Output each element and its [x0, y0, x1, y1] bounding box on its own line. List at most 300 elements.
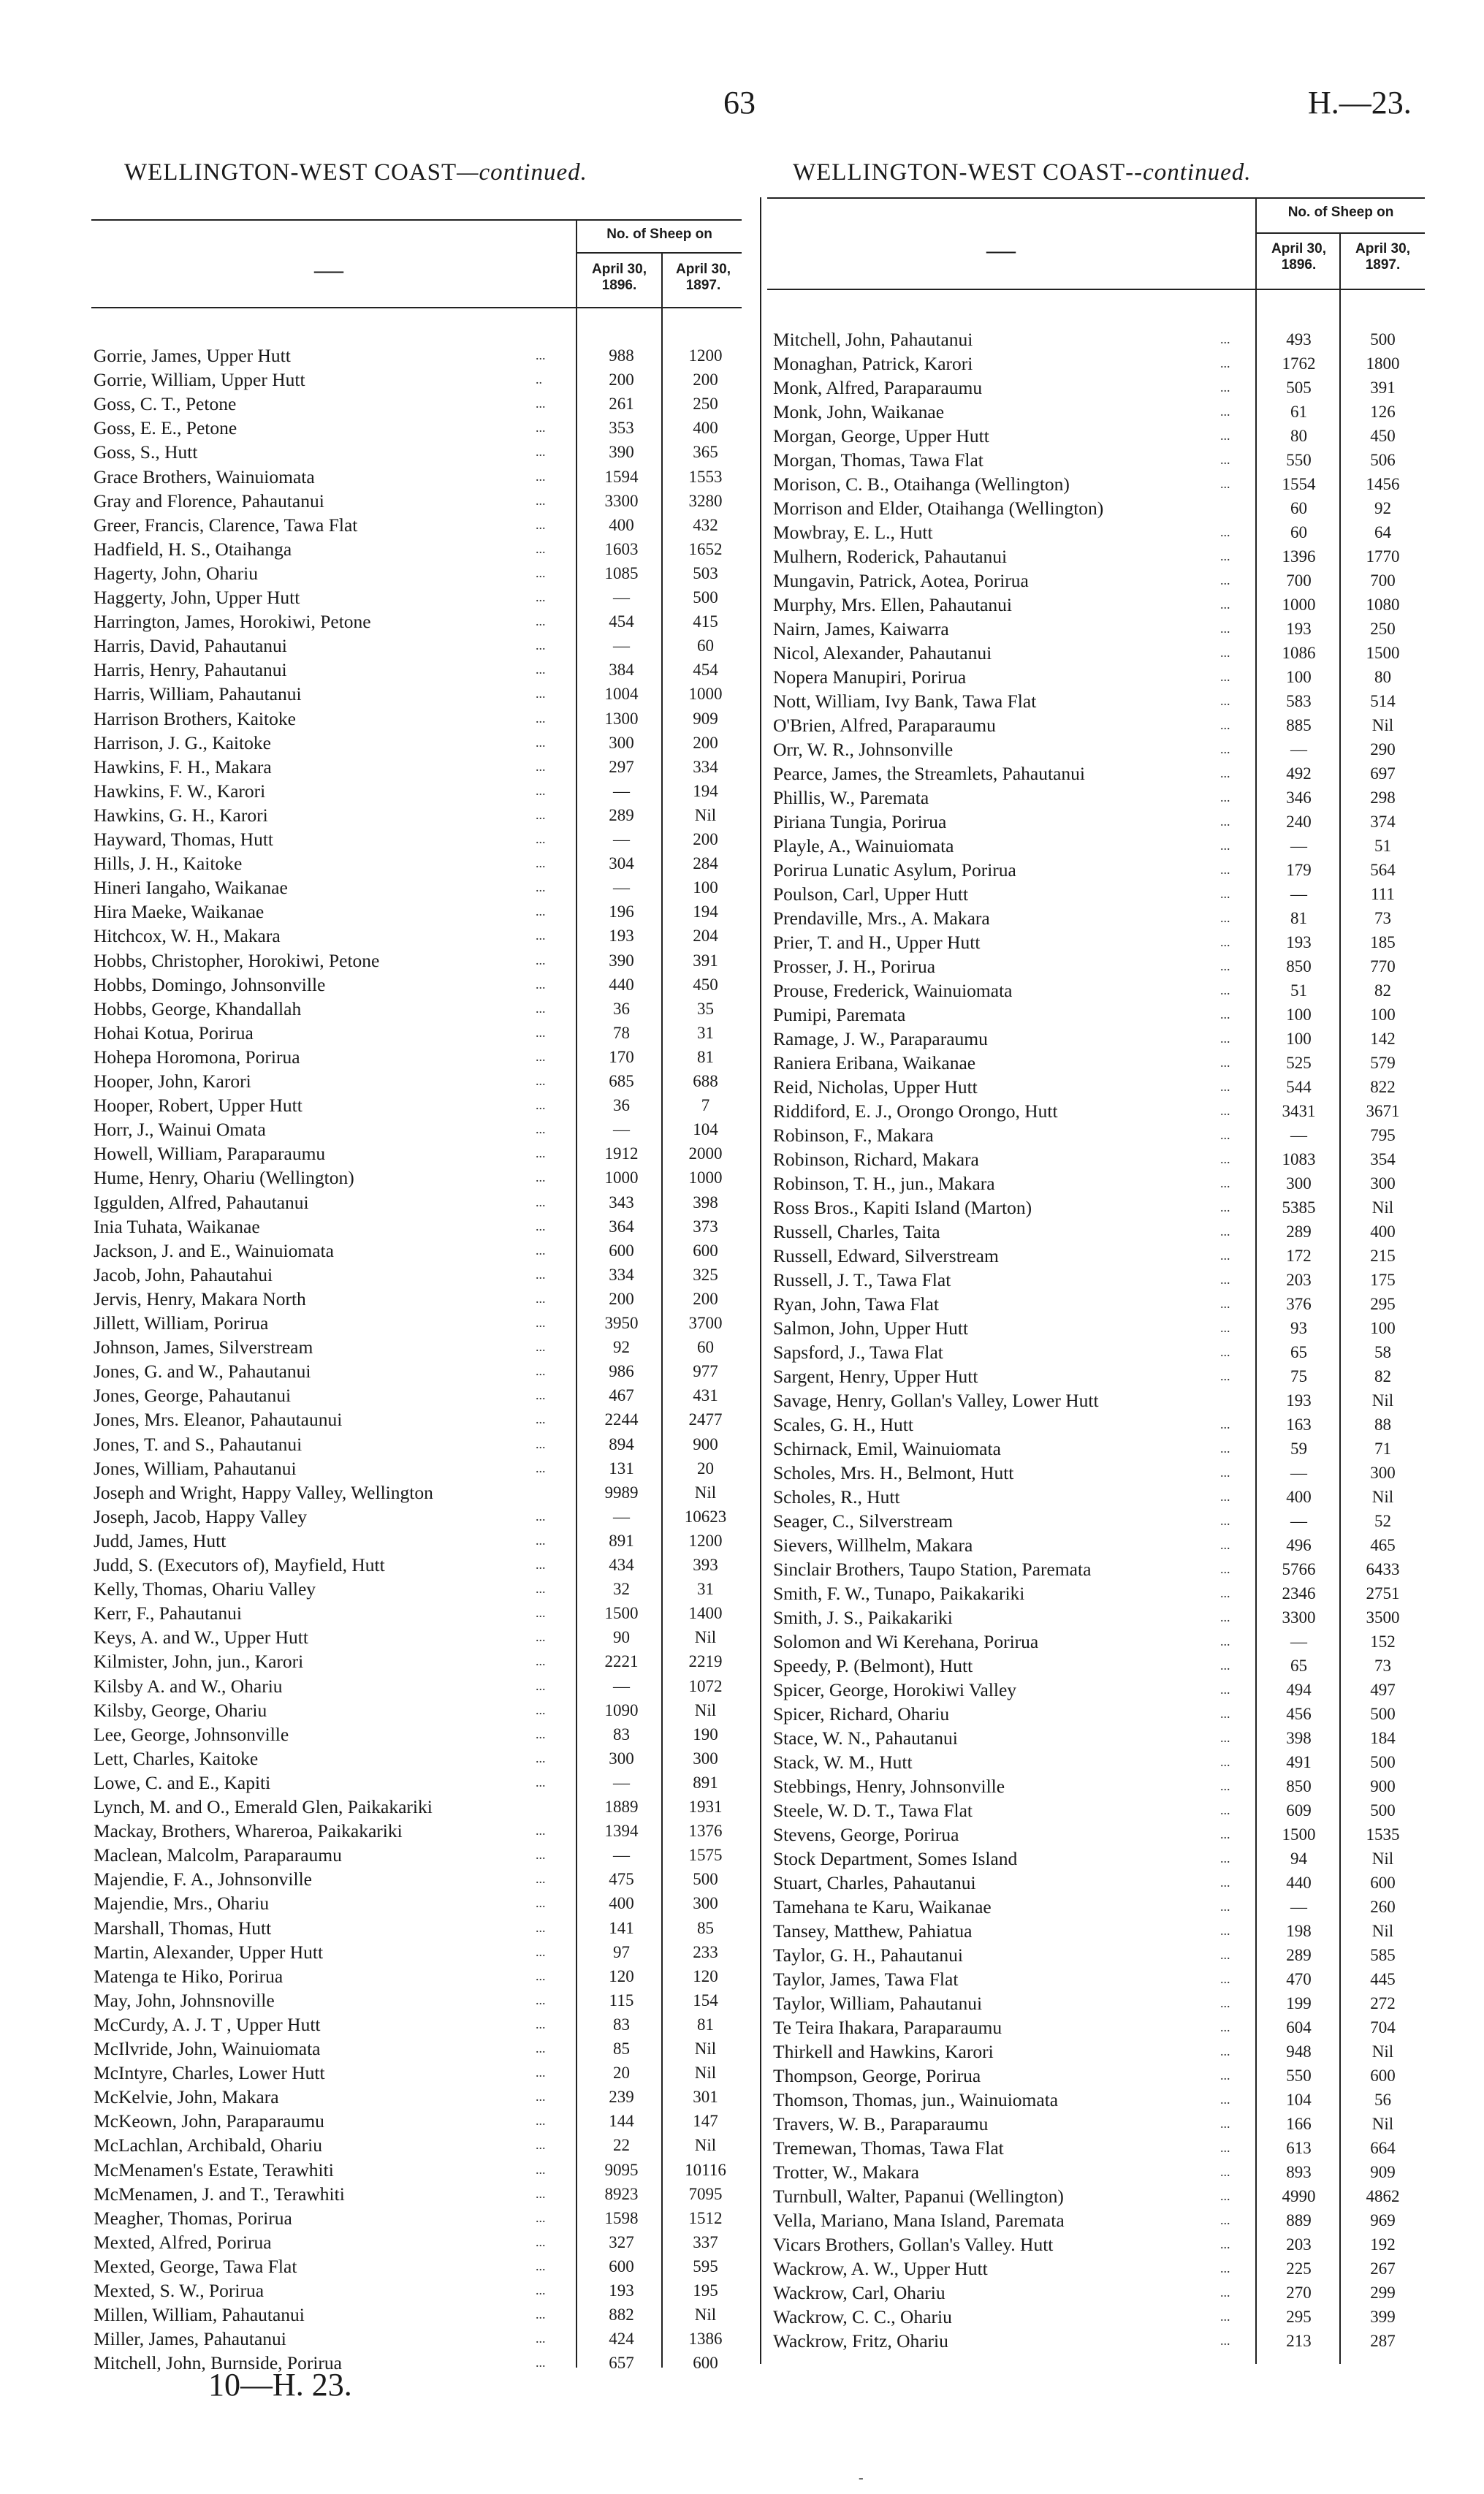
sheep-1897-cell: 891	[693, 1773, 718, 1792]
leader-dots: ...	[536, 1049, 546, 1064]
table-row	[773, 448, 1427, 472]
owner-name: Mungavin, Patrick, Aotea, Porirua	[773, 570, 1029, 591]
sheep-1897-cell: Nil	[694, 805, 717, 824]
sheep-1896-cell: 494	[1286, 1681, 1312, 1699]
leader-dots: ...	[536, 880, 546, 895]
sheep-1896-cell: 440	[1286, 1874, 1312, 1892]
sheep-1897-cell: 7095	[688, 2184, 723, 2203]
sheep-1897-cell: 795	[1370, 1126, 1396, 1144]
owner-name: Joseph and Wright, Happy Valley, Wellington	[94, 1481, 433, 1503]
table-row	[94, 1480, 744, 1505]
sheep-1896-cell: 346	[1286, 788, 1312, 807]
table-row	[94, 900, 744, 924]
sheep-1897-cell: 85	[697, 1918, 714, 1937]
sheep-1896-cell: 100	[1286, 1005, 1312, 1024]
sheep-1897-cell: 80	[1374, 668, 1391, 686]
sheep-1897-cell: 175	[1370, 1271, 1396, 1289]
sheep-1896-cell: 213	[1286, 2332, 1312, 2350]
table-row	[773, 1388, 1427, 1413]
sheep-1896-cell: 115	[609, 1991, 634, 2010]
sheep-1897-cell: 190	[693, 1725, 718, 1744]
sheep-1897-cell: 415	[693, 612, 718, 631]
sheep-1897-cell: 126	[1370, 403, 1396, 421]
table-row	[94, 1940, 744, 1964]
owner-name: Nopera Manupiri, Porirua	[773, 666, 967, 688]
table-row	[773, 1581, 1427, 1605]
sheep-1897-cell: 822	[1370, 1078, 1396, 1096]
leader-dots: ...	[536, 1823, 546, 1839]
leader-dots: ...	[536, 2113, 546, 2129]
sheep-1896-cell: 492	[1286, 764, 1312, 783]
leader-dots: ...	[1220, 1875, 1230, 1890]
sheep-1896-cell: 1500	[1282, 1825, 1316, 1844]
leader-dots: ...	[1220, 1369, 1230, 1383]
sheep-1897-cell: 700	[1370, 571, 1396, 590]
leader-dots: ...	[1220, 1537, 1230, 1552]
table-row	[773, 1509, 1427, 1533]
leader-dots: ...	[1220, 1682, 1230, 1697]
sheep-1896-cell: 289	[609, 805, 634, 824]
sheep-1897-cell: 204	[693, 927, 718, 946]
sheep-1897-cell: Nil	[1371, 1922, 1394, 1940]
sheep-1896-cell: 200	[609, 1289, 634, 1308]
owner-name: Johnson, James, Silverstream	[94, 1337, 313, 1358]
owner-name: Kerr, F., Pahautanui	[94, 1603, 243, 1624]
sheep-1896-cell: 179	[1286, 861, 1312, 879]
sheep-1897-cell: 432	[693, 515, 718, 534]
sheep-1896-cell: 505	[1286, 379, 1312, 397]
owner-name: Maclean, Malcolm, Paraparaumu	[94, 1844, 342, 1866]
page-number: 63	[723, 85, 756, 121]
leader-dots: ...	[1220, 1176, 1230, 1190]
owner-name: Stebbings, Henry, Johnsonville	[773, 1776, 1005, 1797]
owner-name: Spicer, George, Horokiwi Valley	[773, 1679, 1017, 1700]
owner-name: Stack, W. M., Hutt	[773, 1752, 913, 1773]
leader-dots: ...	[536, 1024, 546, 1040]
leader-dots: ...	[1220, 886, 1230, 901]
sheep-1897-cell: 1080	[1366, 596, 1400, 614]
table-row	[94, 537, 744, 561]
sheep-1896-cell: 22	[613, 2136, 630, 2155]
owner-name: Piriana Tungia, Porirua	[773, 811, 947, 832]
table-row	[94, 513, 744, 537]
leader-dots: ...	[536, 2283, 546, 2297]
sheep-1896-cell: 199	[1286, 1994, 1312, 2012]
owner-name: Harrison, J. G., Kaitoke	[94, 731, 271, 753]
sheep-1897-cell: Nil	[694, 1700, 717, 1719]
sheep-1896-cell: 5385	[1282, 1198, 1316, 1217]
owner-name: Tremewan, Thomas, Tawa Flat	[773, 2137, 1004, 2159]
owner-name: Monaghan, Patrick, Karori	[773, 353, 973, 374]
owner-name: Riddiford, E. J., Orongo Orongo, Hutt	[773, 1100, 1058, 1122]
sheep-1896-cell: 20	[613, 2064, 630, 2083]
table-row	[773, 713, 1427, 737]
table-row	[94, 585, 744, 609]
leader-dots: ...	[1220, 1851, 1230, 1866]
sheep-1896-cell: 496	[1286, 1536, 1312, 1554]
leader-dots: ...	[536, 2234, 546, 2249]
leader-dots: ...	[1220, 1272, 1230, 1287]
table-row	[94, 1964, 744, 1988]
sheep-1896-cell: 2221	[604, 1652, 639, 1671]
leader-dots: ...	[536, 1847, 546, 1863]
sheep-1896-cell: 1090	[604, 1700, 639, 1719]
sheep-1897-cell: 503	[693, 563, 718, 582]
sheep-1896-cell: 434	[609, 1556, 634, 1574]
leader-dots: ...	[536, 1122, 546, 1137]
table-row	[773, 1437, 1427, 1461]
owner-name: Prosser, J. H., Porirua	[773, 956, 936, 977]
table-row	[94, 634, 744, 658]
owner-name: Hadfield, H. S., Otaihanga	[94, 538, 292, 560]
leader-dots: ...	[536, 2041, 546, 2056]
table-row	[94, 1093, 744, 1117]
table-row	[773, 1774, 1427, 1798]
leader-dots: ...	[1220, 718, 1230, 732]
sheep-1897-cell: Nil	[1371, 2115, 1394, 2133]
owner-name: Hohai Kotua, Porirua	[94, 1022, 254, 1043]
leader-dots: ...	[536, 2331, 546, 2346]
leader-dots: ..	[536, 372, 542, 387]
sheep-1896-cell: —	[613, 830, 630, 848]
owner-name: Morrison and Elder, Otaihanga (Wellington)	[773, 498, 1104, 519]
sheep-1897-cell: 600	[1370, 2067, 1396, 2085]
leader-dots: ...	[1220, 669, 1230, 684]
leader-dots: ...	[1220, 1586, 1230, 1600]
leader-dots: ...	[536, 976, 546, 992]
sheep-1896-cell: 120	[609, 1966, 634, 1985]
owner-name: Mexted, George, Tawa Flat	[94, 2255, 297, 2277]
sheep-1897-cell: 10623	[684, 1507, 727, 1526]
leader-dots: ...	[536, 1605, 546, 1621]
owner-name: Savage, Henry, Gollan's Valley, Lower Hutt	[773, 1390, 1099, 1411]
owner-name: Judd, James, Hutt	[94, 1529, 227, 1551]
leader-dots: ...	[1220, 1248, 1230, 1263]
owner-name: Harrington, James, Horokiwi, Petone	[94, 611, 371, 633]
table-row	[94, 1263, 744, 1287]
sheep-1896-cell: 1004	[604, 685, 639, 704]
owner-name: Smith, F. W., Tunapo, Paikakariki	[773, 1583, 1025, 1604]
right-col2-line1: April 30,	[1355, 241, 1410, 256]
sheep-1896-cell: 600	[609, 2257, 634, 2276]
owner-name: Robinson, Richard, Makara	[773, 1149, 979, 1170]
sheep-1897-cell: 184	[1370, 1729, 1396, 1747]
owner-name: Smith, J. S., Paikakariki	[773, 1607, 953, 1628]
sheep-1896-cell: —	[1290, 1512, 1307, 1530]
sheep-1897-cell: 704	[1370, 2018, 1396, 2037]
sheep-1897-cell: 334	[693, 757, 718, 776]
sheep-1897-cell: 200	[693, 830, 718, 848]
left-col-1896-header	[577, 262, 661, 294]
sheep-1897-cell: 267	[1370, 2259, 1396, 2278]
sheep-1897-cell: 1200	[688, 1531, 723, 1550]
table-row	[773, 1244, 1427, 1268]
owner-name: Vicars Brothers, Gollan's Valley. Hutt	[773, 2234, 1054, 2255]
leader-dots: ...	[536, 1000, 546, 1016]
sheep-1897-cell: 3500	[1366, 1608, 1400, 1627]
leader-dots: ...	[536, 1992, 546, 2007]
sheep-1896-cell: 225	[1286, 2259, 1312, 2278]
table-row	[773, 978, 1427, 1003]
sheep-1896-cell: —	[613, 588, 630, 607]
table-row	[773, 1702, 1427, 1726]
sheep-1897-cell: 595	[693, 2257, 718, 2276]
owner-name: Schirnack, Emil, Wainuiomata	[773, 1438, 1001, 1459]
sheep-1897-cell: 31	[697, 1023, 714, 1042]
sheep-1897-cell: 977	[693, 1362, 718, 1381]
owner-name: Hawkins, F. H., Makara	[94, 756, 272, 778]
owner-name: Mexted, Alfred, Porirua	[94, 2231, 272, 2253]
sheep-1896-cell: 83	[613, 2015, 630, 2034]
owner-name: Goss, S., Hutt	[94, 441, 198, 463]
leader-dots: ...	[536, 928, 546, 943]
leader-dots: ...	[1220, 2020, 1230, 2034]
sheep-1896-cell: 657	[609, 2354, 634, 2373]
sheep-1896-cell: 9095	[604, 2160, 639, 2179]
owner-name: Jones, T. and S., Pahautanui	[94, 1433, 302, 1455]
left-title-continued: —continued.	[457, 159, 587, 186]
leader-dots: ...	[536, 1532, 546, 1548]
sheep-1896-cell: —	[1290, 1632, 1307, 1651]
owner-name: Morgan, Thomas, Tawa Flat	[773, 449, 983, 471]
leader-dots: ...	[1220, 1441, 1230, 1456]
left-col1-line1: April 30,	[592, 262, 647, 277]
table-row	[773, 520, 1427, 544]
sheep-1896-cell: 36	[613, 1096, 630, 1115]
sheep-1896-cell: 3950	[604, 1314, 639, 1332]
leader-dots: ...	[1220, 1754, 1230, 1769]
owner-name: Majendie, F. A., Johnsonville	[94, 1868, 312, 1890]
table-row	[773, 2329, 1427, 2353]
sheep-1897-cell: 250	[1370, 620, 1396, 638]
table-row	[773, 2015, 1427, 2039]
owner-name: Stace, W. N., Pahautanui	[773, 1727, 958, 1749]
sheep-1896-cell: 240	[1286, 813, 1312, 831]
leader-dots: ...	[536, 1678, 546, 1693]
right-name-column-header: —	[986, 233, 1016, 266]
sheep-1896-cell: 203	[1286, 1271, 1312, 1289]
owner-name: McKelvie, John, Makara	[94, 2086, 279, 2108]
sheep-1896-cell: 100	[1286, 1030, 1312, 1048]
sheep-1897-cell: 147	[693, 2112, 718, 2131]
table-row	[94, 1432, 744, 1456]
leader-dots: ...	[1220, 2333, 1230, 2348]
sheep-1896-cell: 163	[1286, 1415, 1312, 1434]
table-row	[94, 2037, 744, 2061]
table-row	[94, 1239, 744, 1263]
sheep-1896-cell: 1912	[604, 1144, 639, 1163]
owner-name: Ross Bros., Kapiti Island (Marton)	[773, 1197, 1032, 1218]
owner-name: Speedy, P. (Belmont), Hutt	[773, 1655, 973, 1676]
leader-dots: ...	[536, 517, 546, 532]
owner-name: Nicol, Alexander, Pahautanui	[773, 642, 992, 664]
sheep-1897-cell: 56	[1374, 2091, 1391, 2109]
owner-name: Grace Brothers, Wainuiomata	[94, 465, 315, 487]
owner-name: Mulhern, Roderick, Pahautanui	[773, 546, 1008, 567]
table-row	[94, 1988, 744, 2012]
leader-dots: ...	[1220, 1320, 1230, 1335]
leader-dots: ...	[536, 662, 546, 677]
sheep-1897-cell: 3700	[688, 1314, 723, 1332]
sheep-1897-cell: 4862	[1366, 2187, 1400, 2205]
sheep-1897-cell: 82	[1374, 981, 1391, 1000]
table-row	[773, 1485, 1427, 1509]
sheep-1896-cell: 467	[609, 1386, 634, 1405]
owner-name: Jackson, J. and E., Wainuiomata	[94, 1239, 334, 1261]
leader-dots: ...	[1220, 1658, 1230, 1673]
table-row	[94, 609, 744, 634]
owner-name: Scales, G. H., Hutt	[773, 1414, 913, 1435]
table-row	[773, 2232, 1427, 2257]
left-title-main: WELLINGTON-WEST COAST	[124, 159, 457, 186]
leader-dots: ...	[536, 590, 546, 604]
sheep-1897-cell: 600	[1370, 1874, 1396, 1892]
table-row	[773, 544, 1427, 569]
sheep-1897-cell: Nil	[1371, 1488, 1394, 1506]
table-row	[773, 1075, 1427, 1099]
page-center-divider	[760, 197, 761, 2364]
sheep-1897-cell: 500	[1370, 1753, 1396, 1771]
leader-dots: ...	[1220, 1899, 1230, 1914]
leader-dots: ...	[1220, 1947, 1230, 1962]
leader-dots: ...	[1220, 476, 1230, 491]
leader-dots: ...	[1220, 2261, 1230, 2276]
leader-dots: ...	[1220, 356, 1230, 370]
sheep-1897-cell: 585	[1370, 1946, 1396, 1964]
owner-name: Keys, A. and W., Upper Hutt	[94, 1627, 308, 1649]
owner-name: Russell, J. T., Tawa Flat	[773, 1269, 951, 1290]
table-row	[773, 1967, 1427, 1991]
table-row	[773, 737, 1427, 761]
leader-dots: ...	[536, 1339, 546, 1355]
sheep-1896-cell: 1000	[604, 1168, 639, 1187]
sheep-1897-cell: Nil	[694, 2305, 717, 2324]
sheep-1896-cell: —	[613, 636, 630, 655]
owner-name: McIlvride, John, Wainuiomata	[94, 2038, 321, 2059]
leader-dots: ...	[536, 759, 546, 774]
sheep-1896-cell: 51	[1290, 981, 1307, 1000]
sheep-1897-cell: 2000	[688, 1144, 723, 1163]
leader-dots: ...	[1220, 862, 1230, 877]
sheep-1896-cell: 400	[609, 515, 634, 534]
table-row	[94, 1553, 744, 1577]
table-row	[773, 1123, 1427, 1147]
owner-name: Hooper, Robert, Upper Hutt	[94, 1095, 302, 1117]
table-row	[94, 1674, 744, 1698]
leader-dots: ...	[1220, 1923, 1230, 1938]
sheep-1897-cell: 365	[693, 443, 718, 462]
sheep-1897-cell: 92	[1374, 499, 1391, 517]
owner-name: Hagerty, John, Ohariu	[94, 562, 258, 584]
sheep-1896-cell: 550	[1286, 451, 1312, 469]
leader-dots: ...	[1220, 1152, 1230, 1166]
sheep-1897-cell: 1512	[688, 2208, 723, 2227]
owner-name: Taylor, William, Pahautanui	[773, 1993, 983, 2014]
owner-name: Howell, William, Paraparaumu	[94, 1143, 326, 1165]
leader-dots: ...	[536, 1630, 546, 1645]
owner-name: Kilsby A. and W., Ohariu	[94, 1675, 283, 1697]
left-col-1897-header	[661, 262, 745, 294]
leader-dots: ...	[1220, 1055, 1230, 1070]
sheep-1897-cell: 374	[1370, 813, 1396, 831]
owner-name: Morgan, George, Upper Hutt	[773, 425, 989, 446]
left-col2-line2: 1897.	[685, 278, 721, 293]
sheep-1896-cell: 300	[609, 1749, 634, 1768]
owner-name: Tamehana te Karu, Waikanae	[773, 1896, 992, 1917]
sheep-1896-cell: 891	[609, 1531, 634, 1550]
sheep-1896-cell: 400	[609, 1894, 634, 1913]
sheep-1897-cell: 1575	[688, 1846, 723, 1865]
owner-name: Sapsford, J., Tawa Flat	[773, 1342, 943, 1363]
table-row	[94, 2158, 744, 2182]
table-row	[773, 2257, 1427, 2281]
owner-name: Gorrie, William, Upper Hutt	[94, 369, 305, 391]
sheep-1897-cell: 1931	[688, 1798, 723, 1816]
owner-name: Playle, A., Wainuiomata	[773, 835, 954, 856]
sheep-1896-cell: 988	[609, 346, 634, 365]
owner-name: McMenamen, J. and T., Terawhiti	[94, 2183, 345, 2205]
owner-name: Ramage, J. W., Paraparaumu	[773, 1028, 988, 1049]
right-group-rule	[1257, 232, 1425, 234]
table-row	[773, 1726, 1427, 1750]
sheep-1896-cell: —	[1290, 1464, 1307, 1482]
owner-name: Solomon and Wi Kerehana, Porirua	[773, 1631, 1039, 1652]
sheep-1897-cell: 35	[697, 999, 714, 1018]
table-row	[94, 1529, 744, 1553]
sheep-1896-cell: 97	[613, 1942, 630, 1961]
table-row	[94, 416, 744, 440]
owner-name: Iggulden, Alfred, Pahautanui	[94, 1191, 309, 1213]
sheep-1896-cell: 390	[609, 443, 634, 462]
table-row	[773, 2088, 1427, 2112]
sheep-1897-cell: 64	[1374, 523, 1391, 541]
sheep-1897-cell: 2751	[1366, 1584, 1400, 1603]
sheep-1896-cell: 300	[609, 733, 634, 752]
owner-name: Stock Department, Somes Island	[773, 1848, 1018, 1869]
owner-name: Monk, John, Waikanae	[773, 401, 945, 422]
leader-dots: ...	[536, 1774, 546, 1790]
sheep-1897-cell: 300	[1370, 1174, 1396, 1193]
owner-name: Wackrow, C. C., Ohariu	[773, 2306, 952, 2327]
sheep-1896-cell: 1598	[604, 2208, 639, 2227]
table-row	[773, 2208, 1427, 2232]
table-row	[94, 1045, 744, 1069]
table-row	[773, 1605, 1427, 1630]
leader-dots: ...	[536, 807, 546, 822]
sheep-1897-cell: 233	[693, 1942, 718, 1961]
leader-dots: ...	[1220, 910, 1230, 925]
table-row	[94, 1843, 744, 1867]
owner-name: Joseph, Jacob, Happy Valley	[94, 1505, 308, 1527]
sheep-1896-cell: 200	[609, 370, 634, 389]
sheep-1897-cell: 399	[1370, 2308, 1396, 2326]
sheep-1896-cell: 364	[609, 1217, 634, 1236]
leader-dots: ...	[1220, 573, 1230, 588]
sheep-1897-cell: 3280	[688, 491, 723, 510]
sheep-1897-cell: 500	[1370, 330, 1396, 349]
sheep-1896-cell: 104	[1286, 2091, 1312, 2109]
sheep-1896-cell: —	[613, 1507, 630, 1526]
sheep-1897-cell: 272	[1370, 1994, 1396, 2012]
sheep-1896-cell: 2346	[1282, 1584, 1316, 1603]
sheep-1896-cell: 3300	[604, 491, 639, 510]
sheep-1897-cell: 31	[697, 1580, 714, 1599]
sheep-1897-cell: 195	[693, 2281, 718, 2300]
owner-name: Mowbray, E. L., Hutt	[773, 522, 933, 543]
leader-dots: ...	[1220, 2116, 1230, 2131]
owner-name: Lett, Charles, Kaitoke	[94, 1747, 259, 1769]
owner-name: Reid, Nicholas, Upper Hutt	[773, 1076, 978, 1098]
